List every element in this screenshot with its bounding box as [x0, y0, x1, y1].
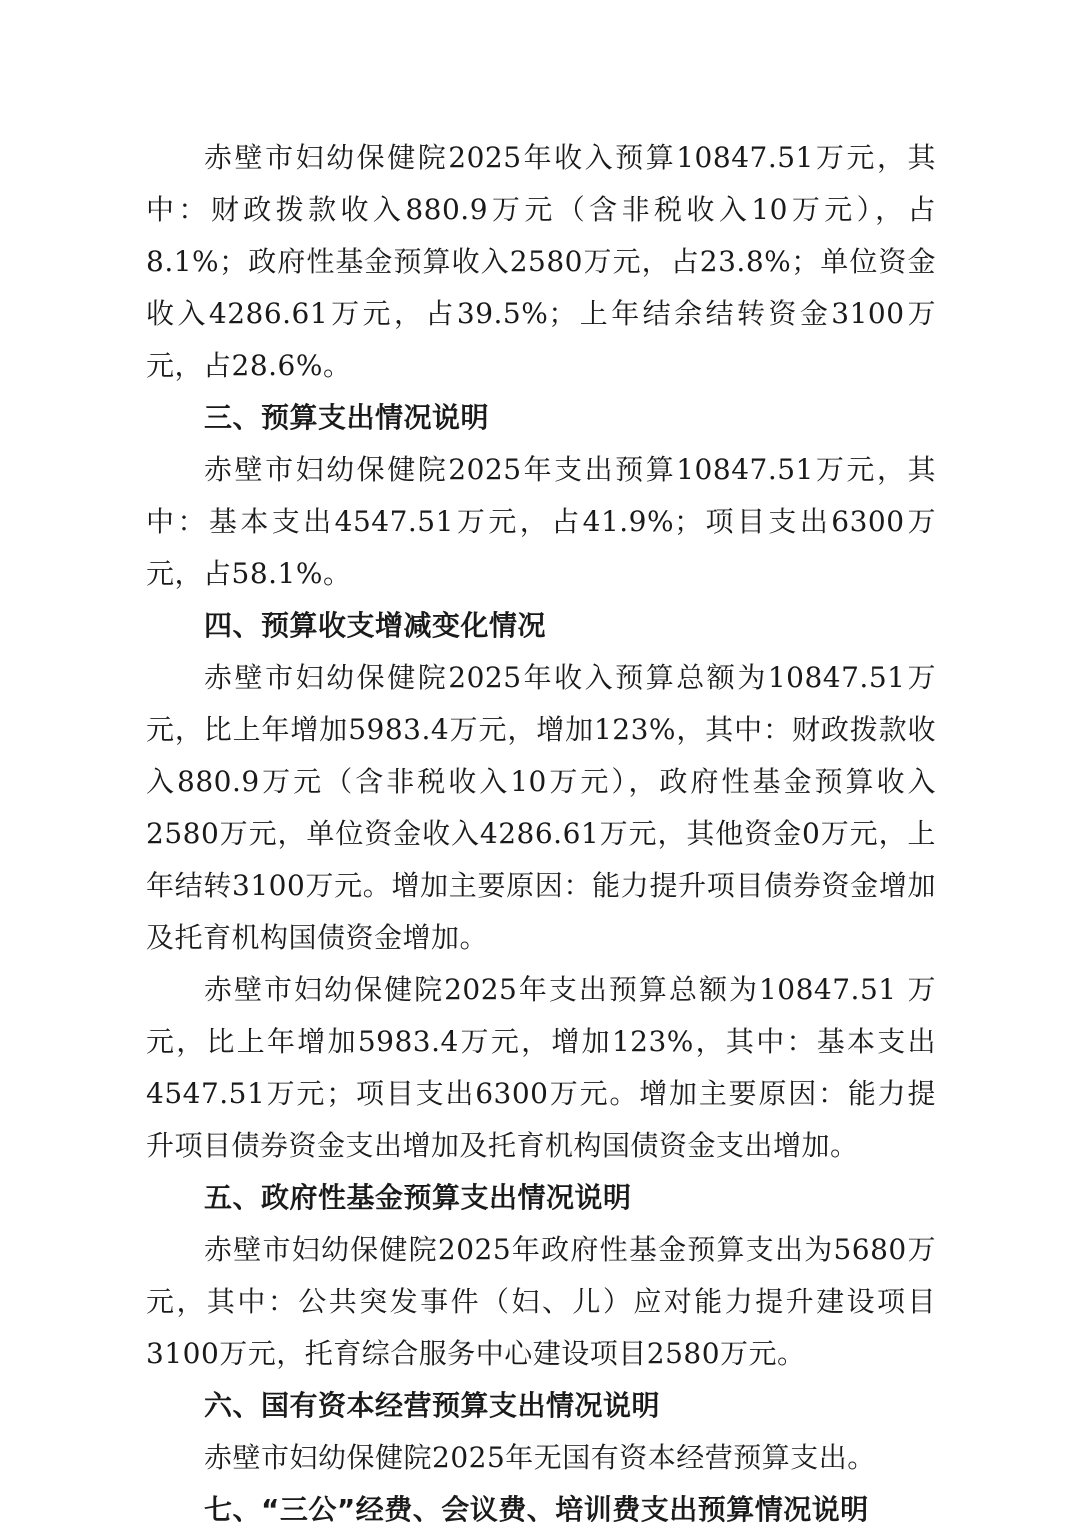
- government-fund-paragraph: 赤壁市妇幼保健院2025年政府性基金预算支出为5680万元，其中：公共突发事件（妇、儿）应对能力提升建设项目3100万元，托育综合服务中心建设项目2580万元。: [146, 1233, 936, 1370]
- state-capital-paragraph: 赤壁市妇幼保健院2025年无国有资本经营预算支出。: [204, 1441, 876, 1474]
- section-heading-state-capital: 六、国有资本经营预算支出情况说明: [204, 1389, 661, 1422]
- document-page: [146, 132, 936, 1536]
- expenditure-change-paragraph: 赤壁市妇幼保健院2025年支出预算总额为10847.51 万元，比上年增加5983.4万元，增加123%，其中：基本支出4547.51万元；项目支出6300万元。增加主要原因：能力提升项目债券资金支出增加及托育机构国债资金支出增加。: [146, 973, 936, 1162]
- section-heading-three-public: 七、“三公”经费、会议费、培训费支出预算情况说明: [204, 1493, 869, 1526]
- section-heading-government-fund: 五、政府性基金预算支出情况说明: [204, 1181, 632, 1214]
- income-budget-paragraph: 赤壁市妇幼保健院2025年收入预算10847.51万元，其中：财政拨款收入880.9万元（含非税收入10万元），占 8.1%；政府性基金预算收入2580万元，占23.8%；单位资金收入4286.61万元，占39.5%；上年结余结转资金3100万元，占28.6%。: [146, 141, 936, 382]
- income-change-paragraph: 赤壁市妇幼保健院2025年收入预算总额为10847.51万元，比上年增加5983.4万元，增加123%，其中：财政拨款收入880.9万元（含非税收入10万元），政府性基金预算收入2580万元，单位资金收入4286.61万元，其他资金0万元，上年结转3100万元。增加主要原因：能力提升项目债券资金增加及托育机构国债资金增加。: [146, 661, 936, 954]
- expenditure-budget-paragraph: 赤壁市妇幼保健院2025年支出预算10847.51万元，其中：基本支出4547.51万元，占41.9%；项目支出6300万元，占58.1%。: [146, 453, 936, 590]
- section-heading-expenditure: 三、预算支出情况说明: [204, 401, 490, 434]
- section-heading-change: 四、预算收支增减变化情况: [204, 609, 547, 642]
